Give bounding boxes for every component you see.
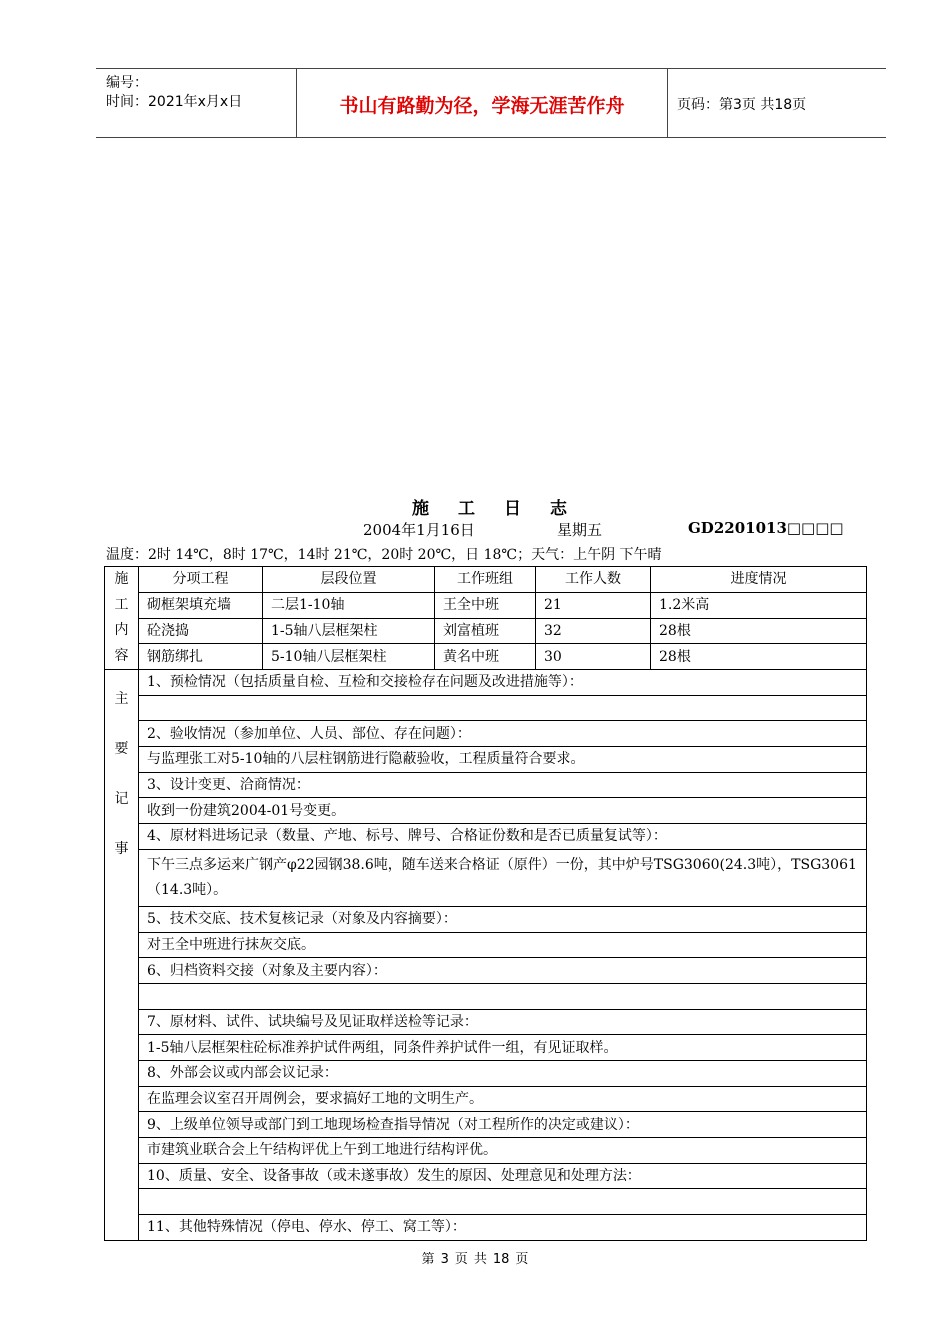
- record-line: 下午三点多运来广钢产φ22园钢38.6吨，随车送来合格证（原件）一份，其中炉号TSG3060(24.3吨），TSG3061（14.3吨）。: [139, 849, 867, 906]
- side-char: 记: [114, 791, 129, 807]
- record-row: [105, 1035, 867, 1061]
- column-header: 进度情况: [651, 567, 867, 593]
- table-cell: 王全中班: [435, 592, 536, 618]
- record-row: [105, 1060, 867, 1086]
- log-code: GD2201013□□□□: [688, 519, 844, 537]
- table-row: [105, 618, 867, 644]
- table-cell: 32: [536, 618, 651, 644]
- record-row: [105, 1163, 867, 1189]
- record-line: 4、原材料进场记录（数量、产地、标号、牌号、合格证份数和是否已质量复试等）：: [139, 824, 867, 850]
- record-row: [105, 721, 867, 747]
- number-label: 编号：: [106, 75, 148, 91]
- page-footer: [0, 1248, 950, 1267]
- record-line: 1-5轴八层框架柱砼标准养护试件两组，同条件养护试件一组，有见证取样。: [139, 1035, 867, 1061]
- footer-part: 共: [473, 1252, 487, 1267]
- record-line: 1、预检情况（包括质量自检、互检和交接检存在问题及改进措施等）：: [139, 670, 867, 696]
- record-line: 7、原材料、试件、试块编号及见证取样送检等记录：: [139, 1009, 867, 1035]
- title-char: 志: [550, 499, 568, 519]
- footer-part: 页: [454, 1252, 468, 1267]
- header-motto-cell: [296, 69, 668, 137]
- table-cell: 5-10轴八层框架柱: [263, 644, 435, 670]
- header-page-cell: [667, 69, 886, 137]
- record-line: 市建筑业联合会上午结构评优上午到工地进行结构评优。: [139, 1138, 867, 1164]
- side-char: 主: [114, 691, 129, 707]
- table-header-row: [105, 567, 867, 593]
- table-cell: 刘富植班: [435, 618, 536, 644]
- side-char: 事: [114, 841, 129, 857]
- column-header: 工作人数: [536, 567, 651, 593]
- table-cell: 二层1-10轴: [263, 592, 435, 618]
- record-line: 5、技术交底、技术复核记录（对象及内容摘要）：: [139, 906, 867, 932]
- table-row: [105, 592, 867, 618]
- table-cell: 30: [536, 644, 651, 670]
- column-header: 工作班组: [435, 567, 536, 593]
- record-line: [139, 695, 867, 721]
- record-row: [105, 849, 867, 906]
- footer-part: 第: [421, 1252, 435, 1267]
- footer-part: 页: [515, 1252, 529, 1267]
- record-line: 收到一份建筑2004-01号变更。: [139, 798, 867, 824]
- record-row: [105, 772, 867, 798]
- table-cell: 28根: [651, 644, 867, 670]
- header-meta: [96, 69, 296, 137]
- record-line: 6、归档资料交接（对象及主要内容）：: [139, 958, 867, 984]
- side-label-main: [105, 670, 139, 1241]
- table-cell: 1.2米高: [651, 592, 867, 618]
- title-char: 日: [504, 499, 522, 519]
- record-row: [105, 670, 867, 696]
- record-row: [105, 1138, 867, 1164]
- record-line: 与监理张工对5-10轴的八层柱钢筋进行隐蔽验收，工程质量符合要求。: [139, 747, 867, 773]
- record-row: [105, 695, 867, 721]
- table-cell: 28根: [651, 618, 867, 644]
- time-label: 时间：2021年x月x日: [106, 94, 243, 110]
- column-header: 分项工程: [139, 567, 263, 593]
- record-row: [105, 1215, 867, 1241]
- footer-total-pages: 18: [492, 1252, 510, 1267]
- column-header: 层段位置: [263, 567, 435, 593]
- table-cell: 黄名中班: [435, 644, 536, 670]
- side-char: 施: [114, 571, 129, 587]
- side-char: 容: [114, 647, 129, 664]
- record-row: [105, 798, 867, 824]
- record-row: [105, 958, 867, 984]
- log-date: 2004年1月16日: [363, 521, 475, 539]
- record-row: [105, 1009, 867, 1035]
- table-cell: 砌框架填充墙: [139, 592, 263, 618]
- record-line: [139, 983, 867, 1009]
- record-row: [105, 906, 867, 932]
- construction-log-table: [104, 566, 867, 1241]
- record-line: 3、设计变更、洽商情况：: [139, 772, 867, 798]
- footer-current-page: 3: [440, 1252, 449, 1267]
- table-cell: 1-5轴八层框架柱: [263, 618, 435, 644]
- page-info: 页码：第3页 共18页: [677, 97, 807, 113]
- record-line: 9、上级单位领导或部门到工地现场检查指导情况（对工程所作的决定或建议）：: [139, 1112, 867, 1138]
- table-cell: 21: [536, 592, 651, 618]
- side-label-construction: [105, 567, 139, 670]
- table-cell: 砼浇捣: [139, 618, 263, 644]
- record-row: [105, 1086, 867, 1112]
- weather-line: 温度：2时 14℃，8时 17℃，14时 21℃，20时 20℃，日 18℃；天气：上午阴 下午晴: [106, 547, 662, 563]
- record-row: [105, 824, 867, 850]
- record-row: [105, 932, 867, 958]
- table-row: [105, 644, 867, 670]
- log-weekday: 星期五: [557, 521, 603, 539]
- record-row: [105, 1112, 867, 1138]
- page-header: [96, 68, 886, 138]
- title-char: 施: [412, 499, 430, 519]
- title-char: 工: [458, 499, 476, 519]
- record-line: 对王全中班进行抹灰交底。: [139, 932, 867, 958]
- record-line: 2、验收情况（参加单位、人员、部位、存在问题）：: [139, 721, 867, 747]
- table-cell: 钢筋绑扎: [139, 644, 263, 670]
- record-row: [105, 747, 867, 773]
- record-line: 8、外部会议或内部会议记录：: [139, 1060, 867, 1086]
- record-row: [105, 983, 867, 1009]
- record-line: 11、其他特殊情况（停电、停水、停工、窝工等）：: [139, 1215, 867, 1241]
- record-row: [105, 1189, 867, 1215]
- side-char: 工: [114, 596, 129, 613]
- side-char: 内: [114, 622, 129, 638]
- record-line: 10、质量、安全、设备事故（或未遂事故）发生的原因、处理意见和处理方法：: [139, 1163, 867, 1189]
- side-char: 要: [114, 741, 129, 757]
- record-line: 在监理会议室召开周例会，要求搞好工地的文明生产。: [139, 1086, 867, 1112]
- log-title: [390, 494, 590, 519]
- motto-text: 书山有路勤为径，学海无涯苦作舟: [339, 95, 625, 117]
- record-line: [139, 1189, 867, 1215]
